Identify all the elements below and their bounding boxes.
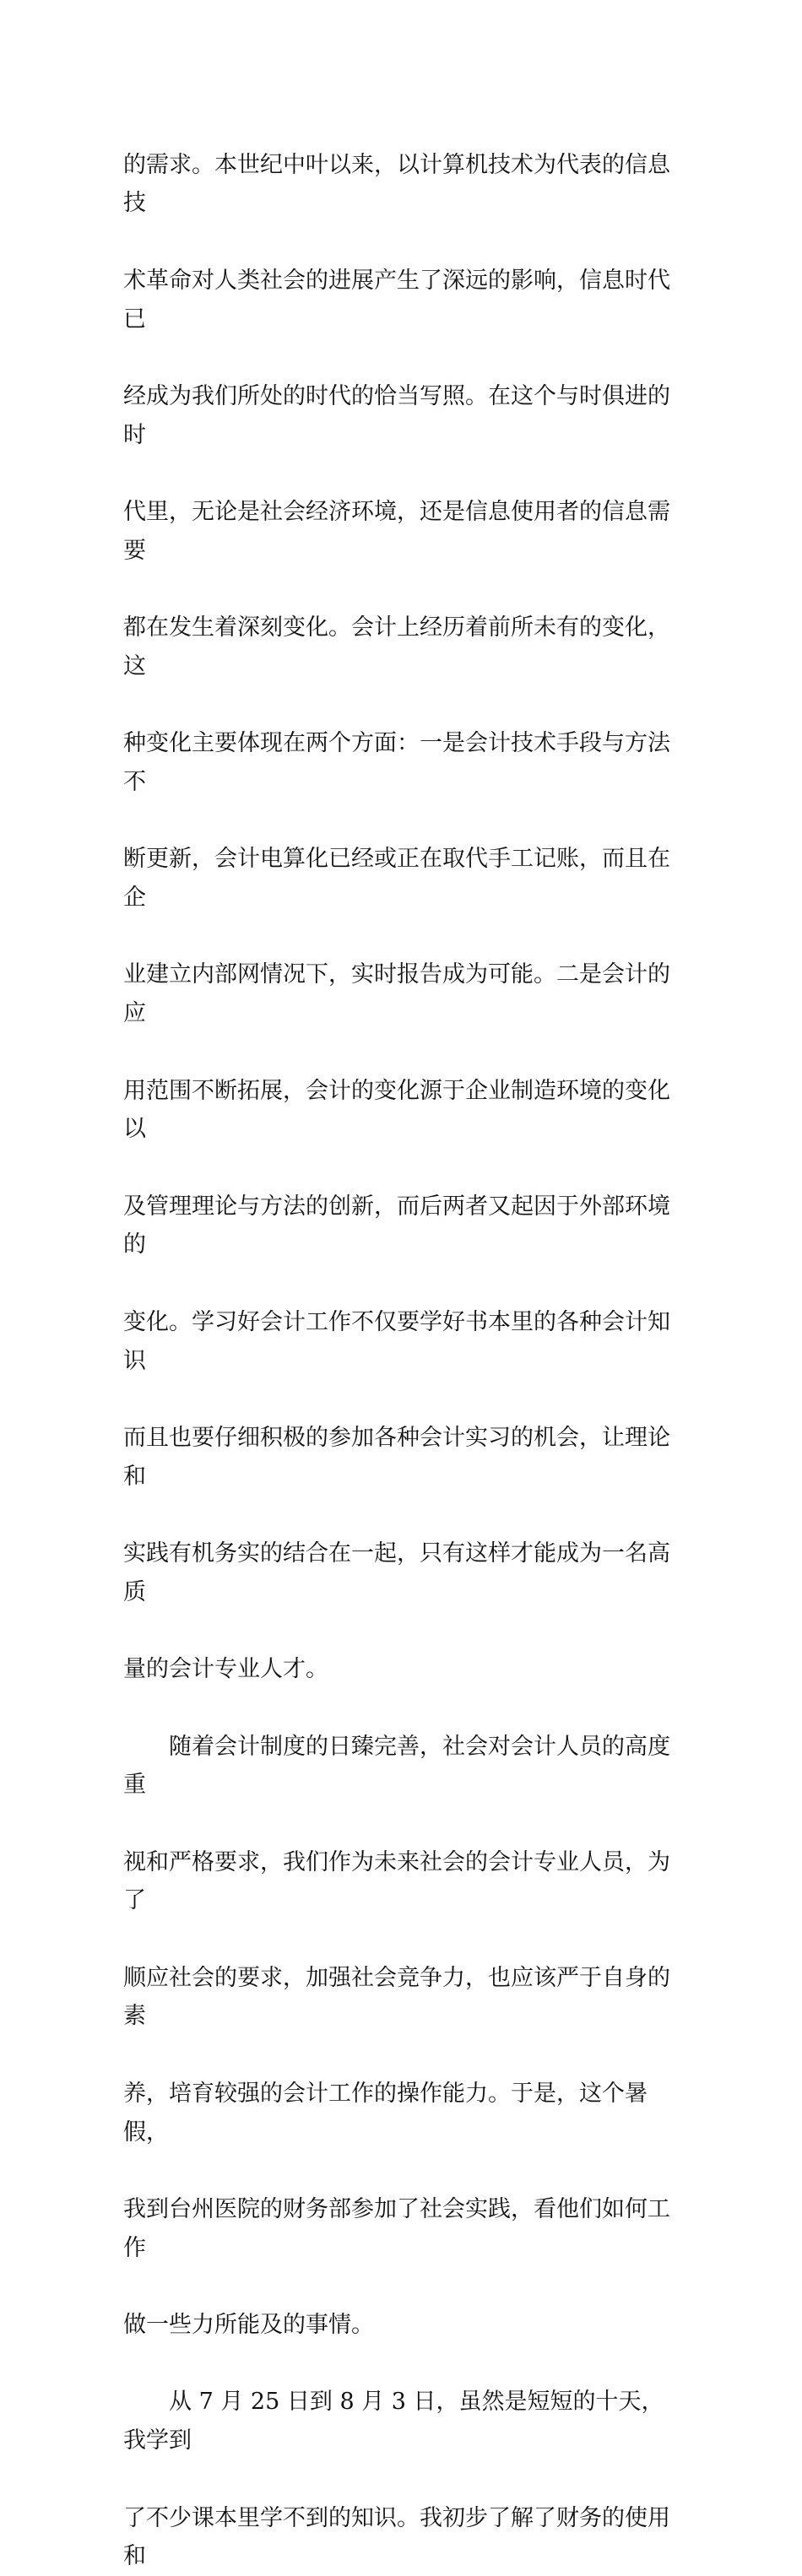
paragraph-2 [123, 1689, 680, 2345]
paragraph-1 [123, 107, 680, 1689]
text-line: 养，培育较强的会计工作的操作能力。于是，这个暑假， [123, 2080, 648, 2146]
text-line: 用范围不断拓展，会计的变化源于企业制造环境的变化以 [123, 1077, 670, 1143]
text-line: 量的会计专业人才。 [123, 1656, 328, 1683]
text-line: 经成为我们所处的时代的恰当写照。在这个与时俱进的时 [123, 382, 670, 448]
text-line: 代里，无论是社会经济环境，还是信息使用者的信息需要 [123, 499, 670, 564]
text-line: 随着会计制度的日臻完善，社会对会计人员的高度重 [123, 1733, 670, 1799]
text-line: 实践有机务实的结合在一起，只有这样才能成为一名高质 [123, 1540, 670, 1605]
document-body [123, 107, 680, 2576]
text-line: 视和严格要求，我们作为未来社会的会计专业人员，为了 [123, 1848, 670, 1914]
text-line: 变化。学习好会计工作不仅要学好书本里的各种会计知识 [123, 1308, 670, 1374]
text-line: 都在发生着深刻变化。会计上经历着前所未有的变化，这 [123, 614, 670, 679]
text-line: 顺应社会的要求，加强社会竞争力，也应该严于自身的素 [123, 1964, 670, 2030]
text-line: 我到台州医院的财务部参加了社会实践，看他们如何工作 [123, 2195, 670, 2261]
text-line: 了不少课本里学不到的知识。我初步了解了财务的使用和 [123, 2504, 670, 2570]
text-line: 术革命对人类社会的进展产生了深远的影响，信息时代已 [123, 267, 670, 333]
text-line: 业建立内部网情况下，实时报告成为可能。二是会计的应 [123, 961, 670, 1027]
text-line: 而且也要仔细积极的参加各种会计实习的机会，让理论和 [123, 1424, 670, 1490]
text-line: 从 7 月 25 日到 8 月 3 日，虽然是短短的十天，我学到 [123, 2389, 664, 2454]
text-line: 种变化主要体现在两个方面：一是会计技术手段与方法不 [123, 730, 670, 795]
text-line: 的需求。本世纪中叶以来，以计算机技术为代表的信息技 [123, 151, 670, 217]
text-line: 断更新，会计电算化已经或正在取代手工记账，而且在企 [123, 846, 670, 912]
text-line: 及管理理论与方法的创新，而后两者又起因于外部环境的 [123, 1193, 670, 1258]
paragraph-3 [123, 2345, 680, 2576]
text-line: 做一些力所能及的事情。 [123, 2312, 374, 2339]
